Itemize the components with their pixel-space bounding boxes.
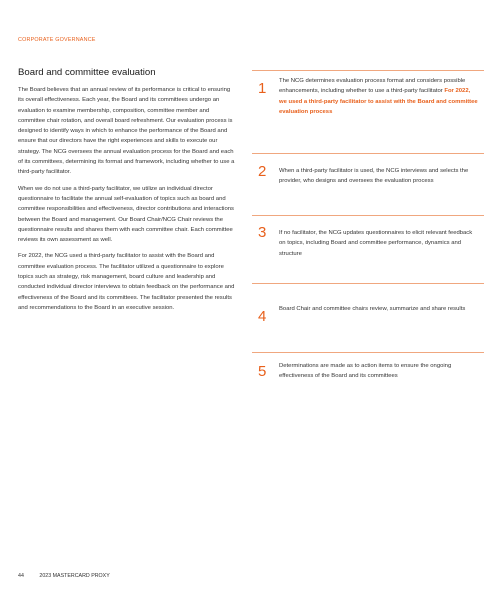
body-text xyxy=(18,85,236,319)
page-footer xyxy=(18,573,110,579)
section-label: CORPORATE GOVERNANCE xyxy=(18,37,96,43)
page-number: 44 xyxy=(18,573,24,579)
step-description: The NCG determines evaluation process format and considers possible enhancements, including whether to use a third-party facilitator xyxy=(279,78,466,95)
step-1 xyxy=(252,70,484,153)
paragraph-2: When we do not use a third-party facilitator, we utilize an individual director questionnaire to facilitate the annual self-evaluation of topics such as board and committee responsibilities and effectiveness, director contributions and interactions between the Board and management. Our Board Chair/NCG Chair reviews the questionnaire results and shares them with each committee chair. Each committee reviews its own assessment as well. xyxy=(18,185,234,244)
step-text xyxy=(279,304,479,314)
step-3 xyxy=(252,215,484,283)
step-number: 5 xyxy=(258,363,267,380)
page-heading: Board and committee evaluation xyxy=(18,67,156,78)
paragraph-3: For 2022, the NCG used a third-party facilitator to assist with the Board and committee evaluation process. The facilitator utilized a questionnaire to explore topics such as strategy, risk management, board culture and leadership and conducted individual director interviews to obtain feedback on the performance and effectiveness of the Board and its committees. The facilitator presented the results and recommendations to the Board in an executive session. xyxy=(18,253,235,311)
step-5 xyxy=(252,352,484,393)
document-title: 2023 MASTERCARD PROXY xyxy=(39,573,110,579)
step-text xyxy=(279,361,479,382)
step-description: When a third-party facilitator is used, the NCG interviews and selects the provider, who designs and oversees the evaluation process xyxy=(279,168,469,185)
step-description: Determinations are made as to action items to ensure the ongoing effectiveness of the Board and its committees xyxy=(279,363,452,380)
step-number: 2 xyxy=(258,163,267,180)
step-description: If no facilitator, the NCG updates questionnaires to elicit relevant feedback on topics, including Board and committee performance, dynamics and structure xyxy=(279,230,473,257)
paragraph-1: The Board believes that an annual review of its performance is critical to ensuring its overall effectiveness. Each year, the Board and its committees undergo an evaluation to examine membership, composition, committee member and committee chair rotation, and overall board refreshment. Our evaluation process is designed to identify ways in which to enhance the performance of the Board and ensure that our directors have the right experiences and skills to execute our strategy. The NCG oversees the annual evaluation process for the Board and each of its committees, determining its format and framework, including whether to use a third-party facilitator. xyxy=(18,87,235,176)
step-highlight: For 2022, we used a third-party facilitator to assist with the Board and committee evaluation process xyxy=(279,88,478,115)
step-text xyxy=(279,166,479,187)
step-number: 1 xyxy=(258,80,267,97)
step-number: 3 xyxy=(258,224,267,241)
evaluation-steps xyxy=(252,70,484,393)
step-text xyxy=(279,76,479,117)
step-4 xyxy=(252,283,484,352)
step-number: 4 xyxy=(258,308,267,325)
step-text xyxy=(279,228,479,259)
step-2 xyxy=(252,153,484,215)
step-description: Board Chair and committee chairs review, summarize and share results xyxy=(279,306,466,312)
